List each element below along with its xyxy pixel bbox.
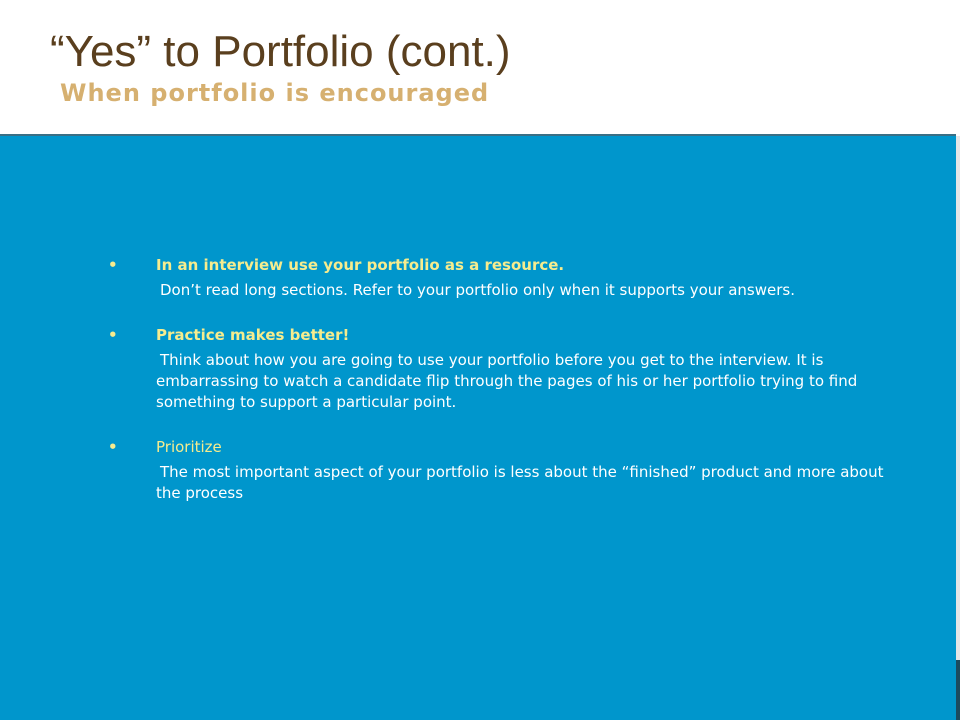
right-edge-strip bbox=[956, 136, 960, 720]
slide-subtitle: When portfolio is encouraged bbox=[60, 79, 490, 107]
bullet-item bbox=[108, 255, 908, 301]
bullet-symbol: • bbox=[108, 256, 118, 274]
bullet-body: Think about how you are going to use your portfolio before you get to the interview. It is embarrassing to watch a candidate flip through the pages of his or her portfolio trying to find something to support a particular point. bbox=[156, 351, 858, 411]
bullet-heading: Practice makes better! bbox=[156, 326, 350, 344]
bullet-symbol: • bbox=[108, 326, 118, 344]
slide-header bbox=[0, 0, 960, 134]
bullet-item bbox=[108, 437, 908, 504]
right-edge-dark-strip bbox=[956, 660, 960, 720]
slide-title: “Yes” to Portfolio (cont.) bbox=[50, 27, 511, 76]
bullet-body: Don’t read long sections. Refer to your portfolio only when it supports your answers. bbox=[160, 281, 795, 299]
bullet-item bbox=[108, 325, 908, 413]
bullet-list bbox=[108, 255, 908, 528]
bullet-heading: In an interview use your portfolio as a resource. bbox=[156, 256, 565, 274]
bullet-body: The most important aspect of your portfolio is less about the “finished” product and more about the process bbox=[156, 463, 884, 502]
bullet-heading: Prioritize bbox=[156, 438, 222, 456]
bullet-symbol: • bbox=[108, 438, 118, 456]
